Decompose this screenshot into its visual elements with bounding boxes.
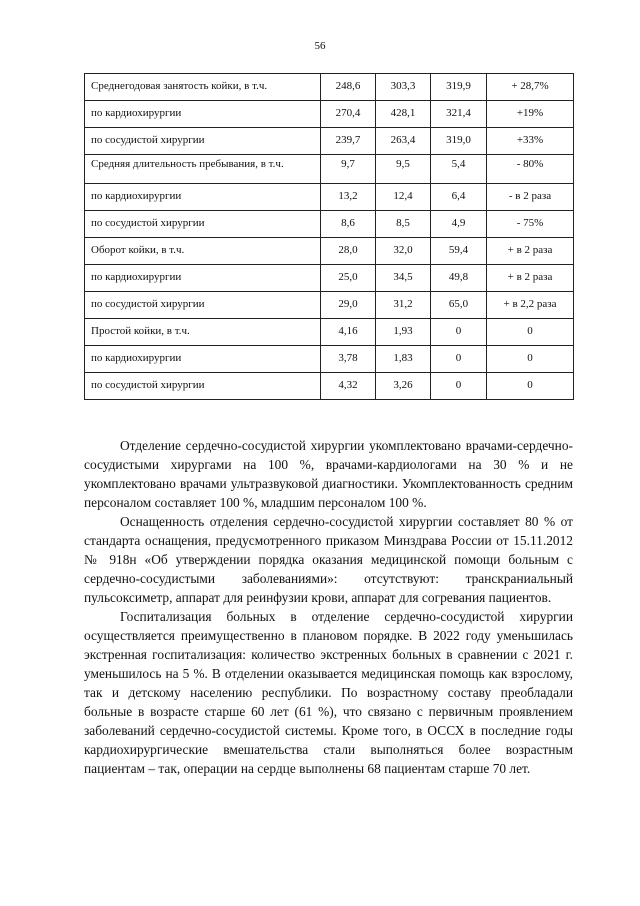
table-row [85,319,574,346]
row-label: по кардиохирургии [85,346,321,373]
value-cell: 65,0 [431,292,487,319]
table-row [85,346,574,373]
row-label: по сосудистой хирургии [85,292,321,319]
value-cell: 4,32 [321,373,376,400]
change-cell: - 80% [487,155,574,184]
value-cell: 34,5 [376,265,431,292]
paragraph-hospitalization: Госпитализация больных в отделение сердечно-сосудистой хирургии осуществляется преимущественно в плановом порядке. В 2022 году уменьшилась экстренная госпитализация: количество экстренных больных в сравнении с 2021 г. уменьшилось на 5 %. В отделении оказывается медицинская помощь как взрослому, так и детскому населению республики. По возрастному составу преобладали больные в возрасте старше 60 лет (61 %), что связано с первичным проявлением заболеваний сердечно-сосудистой системы. Кроме того, в ОССХ в последние годы кардиохирургические вмешательства стали выполняться более возрастным пациентам – так, операции на сердце выполнены 68 пациентам старше 70 лет. [84,609,573,776]
value-cell: 32,0 [376,238,431,265]
row-label: Среднегодовая занятость койки, в т.ч. [85,74,321,101]
table-row [85,74,574,101]
row-label: Средняя длительность пребывания, в т.ч. [85,155,321,184]
change-cell: - 75% [487,211,574,238]
change-cell: - в 2 раза [487,184,574,211]
change-cell: 0 [487,319,574,346]
value-cell: 8,6 [321,211,376,238]
row-label: по кардиохирургии [85,184,321,211]
value-cell: 1,93 [376,319,431,346]
value-cell: 4,16 [321,319,376,346]
value-cell: 28,0 [321,238,376,265]
value-cell: 319,9 [431,74,487,101]
value-cell: 239,7 [321,128,376,155]
row-label: по кардиохирургии [85,265,321,292]
value-cell: 0 [431,373,487,400]
value-cell: 248,6 [321,74,376,101]
change-cell: + в 2,2 раза [487,292,574,319]
table-row [85,128,574,155]
value-cell: 303,3 [376,74,431,101]
value-cell: 428,1 [376,101,431,128]
value-cell: 319,0 [431,128,487,155]
value-cell: 5,4 [431,155,487,184]
value-cell: 29,0 [321,292,376,319]
value-cell: 9,7 [321,155,376,184]
value-cell: 321,4 [431,101,487,128]
statistics-table [84,73,574,400]
change-cell: +19% [487,101,574,128]
value-cell: 25,0 [321,265,376,292]
value-cell: 270,4 [321,101,376,128]
row-label: Оборот койки, в т.ч. [85,238,321,265]
paragraph-equipment: Оснащенность отделения сердечно-сосудистой хирургии составляет 80 % от стандарта оснащения, предусмотренного приказом Минздрава России от 15.11.2012 № 918н «Об утверждении порядка оказания медицинской помощи больным с сердечно-сосудистыми заболеваниями»: отсутствуют: транскраниальный пульсоксиметр, аппарат для реинфузии крови, аппарат для согревания пациентов. [84,514,573,605]
row-label: по кардиохирургии [85,101,321,128]
table-row [85,184,574,211]
row-label: по сосудистой хирургии [85,128,321,155]
change-cell: + в 2 раза [487,265,574,292]
table-row [85,292,574,319]
body-text [84,436,573,778]
value-cell: 59,4 [431,238,487,265]
value-cell: 3,26 [376,373,431,400]
table-row [85,101,574,128]
row-label: Простой койки, в т.ч. [85,319,321,346]
paragraph-staffing: Отделение сердечно-сосудистой хирургии укомплектовано врачами-сердечно-сосудистыми хирургами на 100 %, врачами-кардиологами на 30 % и не укомплектовано врачами ультразвуковой диагностики. Укомплектованность средним персоналом составляет 100 %, младшим персоналом 100 %. [84,438,573,510]
row-label: по сосудистой хирургии [85,373,321,400]
table-row [85,265,574,292]
value-cell: 0 [431,319,487,346]
change-cell: 0 [487,373,574,400]
table-row [85,238,574,265]
value-cell: 0 [431,346,487,373]
change-cell: 0 [487,346,574,373]
value-cell: 12,4 [376,184,431,211]
table-row [85,211,574,238]
value-cell: 263,4 [376,128,431,155]
page-number: 56 [314,40,326,52]
value-cell: 31,2 [376,292,431,319]
value-cell: 9,5 [376,155,431,184]
change-cell: + в 2 раза [487,238,574,265]
row-label: по сосудистой хирургии [85,211,321,238]
value-cell: 13,2 [321,184,376,211]
value-cell: 4,9 [431,211,487,238]
value-cell: 6,4 [431,184,487,211]
change-cell: +33% [487,128,574,155]
value-cell: 8,5 [376,211,431,238]
table-row [85,155,574,184]
value-cell: 3,78 [321,346,376,373]
table-row [85,373,574,400]
change-cell: + 28,7% [487,74,574,101]
value-cell: 49,8 [431,265,487,292]
value-cell: 1,83 [376,346,431,373]
